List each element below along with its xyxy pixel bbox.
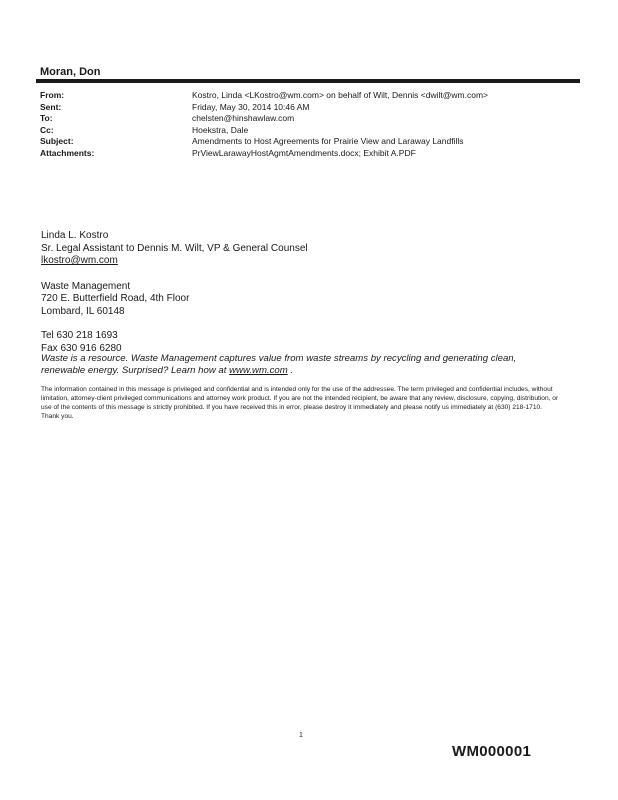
slogan-text: Waste is a resource. Waste Management captures value from waste streams by recycling and generating clean, renewable energy. Surprised? Learn how at bbox=[41, 353, 517, 376]
header-row-cc bbox=[40, 125, 580, 137]
company-slogan bbox=[41, 353, 561, 376]
confidentiality-disclaimer: The information contained in this message is privileged and confidential and is intended only for the use of the addressee. The term privileged and confidential includes, without limitation, attorney-client privileged communications and attorney work product. If you are not the intended recipient, be aware that any review, disclosure, copying, distribution, or use of the contents of this message is strictly prohibited. If you have received this in error, please destroy it immediately and please notify us immediately at (630) 218-1710. Thank you. bbox=[41, 386, 559, 421]
header-row-from bbox=[40, 90, 580, 102]
telephone: Tel 630 218 1693 bbox=[41, 330, 118, 341]
subject-value: Amendments to Host Agreements for Prairie View and Laraway Landfills bbox=[192, 136, 464, 147]
signature-name: Linda L. Kostro bbox=[41, 230, 109, 241]
sent-value: Friday, May 30, 2014 10:46 AM bbox=[192, 101, 310, 112]
from-label: From: bbox=[40, 90, 65, 100]
sent-label: Sent: bbox=[40, 101, 62, 112]
signature-block bbox=[41, 230, 308, 355]
address-line-1: 720 E. Butterfield Road, 4th Floor bbox=[41, 293, 190, 304]
cc-value: Hoekstra, Dale bbox=[192, 124, 249, 135]
website-link[interactable]: www.wm.com bbox=[229, 364, 288, 376]
header-row-subject bbox=[40, 136, 580, 148]
subject-label: Subject: bbox=[40, 136, 74, 147]
attachments-label: Attachments: bbox=[40, 147, 95, 158]
page-number: 1 bbox=[299, 732, 303, 739]
signature-email-link[interactable]: lkostro@wm.com bbox=[41, 255, 118, 266]
company-name: Waste Management bbox=[41, 280, 131, 292]
address-line-2: Lombard, IL 60148 bbox=[41, 305, 125, 317]
header-row-sent bbox=[40, 102, 580, 114]
from-value: Kostro, Linda <LKostro@wm.com> on behalf of Wilt, Dennis <dwilt@wm.com> bbox=[192, 90, 488, 100]
header-row-attachments bbox=[40, 148, 580, 160]
to-value: chelsten@hinshawlaw.com bbox=[192, 113, 295, 124]
signature-title: Sr. Legal Assistant to Dennis M. Wilt, VP & General Counsel bbox=[41, 242, 308, 254]
header-divider bbox=[36, 79, 580, 83]
bates-number: WM000001 bbox=[452, 743, 532, 760]
header-row-to bbox=[40, 113, 580, 125]
slogan-end: . bbox=[287, 364, 294, 376]
mailbox-owner: Moran, Don bbox=[40, 66, 101, 78]
cc-label: Cc: bbox=[40, 124, 54, 135]
fax: Fax 630 916 6280 bbox=[41, 342, 122, 354]
to-label: To: bbox=[40, 113, 53, 124]
attachments-value: PrViewLarawayHostAgmtAmendments.docx; Exhibit A.PDF bbox=[192, 147, 416, 158]
email-header bbox=[40, 90, 580, 160]
